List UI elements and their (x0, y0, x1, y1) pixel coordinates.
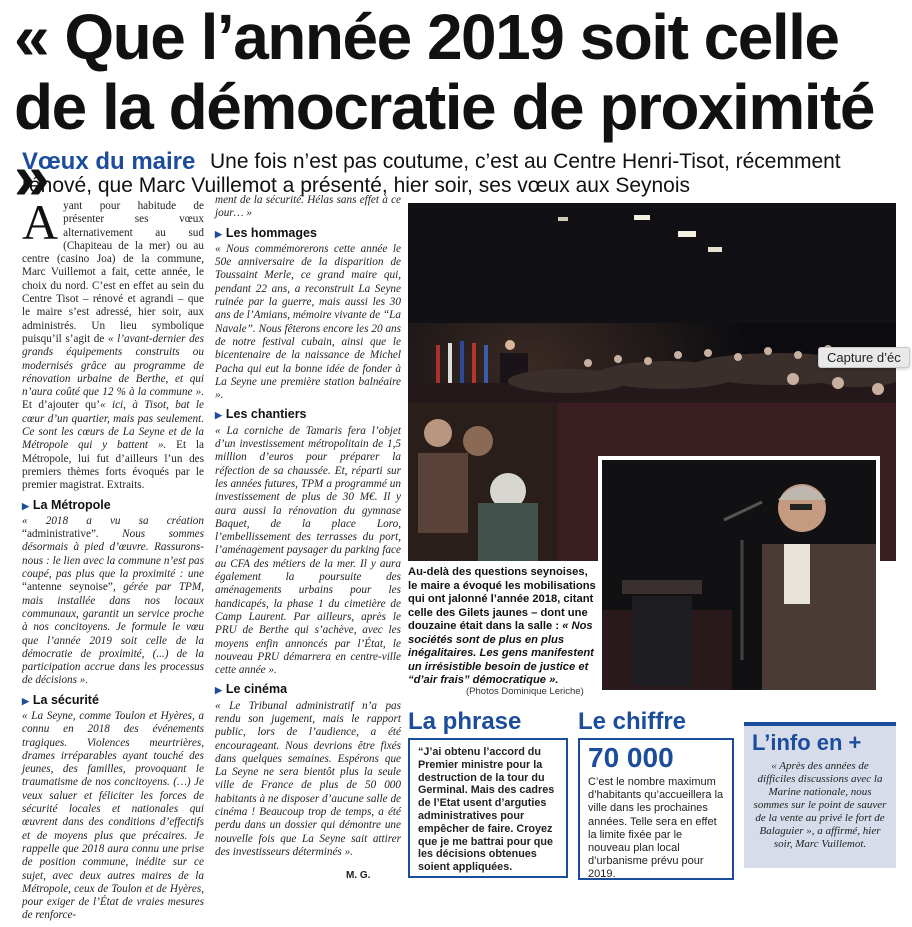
subheadline: Une fois n’est pas coutume, c’est au Centre Henri-Tisot, récemment rénové, que Marc Vuillemot a présenté, hier soir, ses vœux aux Seynois (22, 150, 841, 197)
section-marker-icon: ▶ (215, 685, 222, 696)
kicker-voeux-du-maire: Vœux du maire (22, 148, 196, 175)
section-title-chantiers: ▶ Les chantiers (215, 407, 307, 422)
author-signature: M. G. (346, 870, 371, 881)
photo-speaker (598, 456, 880, 694)
la-phrase-title: La phrase (408, 708, 522, 735)
box-la-phrase (408, 708, 568, 878)
section-text-chantiers: « La corniche de Tamaris fera l’objet d’un investissement métropolitain de 1,5 million d’euros pour préparer la réfection de sa chaussée. Et, réparti sur les années futures, TPM a programmé un investissement de plus de 30 M€. Il y aura aussi la rénovation du gymnase Baquet, de la place Loro, l’embellissement des terrasses du port, l’aménagement paysager du parking face au CFA des métiers de la mer. Il y aura également la poursuite des aménagements urbains pour les handicapés, la phase 1 du cimetière de Camp Laurent. Par ailleurs, après le PRU de Berthe qui s’achève, avec les moyens enfin annoncés par l’État, le nouveau PRU démarrera en centre-ville cette année ». (215, 424, 401, 677)
section-title-metropole: ▶ La Métropole (22, 497, 111, 512)
screenshot-tooltip[interactable]: Capture d’éc (818, 347, 910, 368)
speaker-photo-image (602, 460, 876, 690)
column-1 (22, 194, 204, 927)
intro-paragraph: Ayant pour habitude de présenter ses vœux alternativement au sud (Chapiteau de la mer) ou au centre (casino Joa) de la commune, Marc Vuillemot a fait, cette année, le choix du nord. C’est en effet au sein du Centre Tisot – rénové et agrandi – que le maire s’est adressé, hier soir, aux administrés. Un lieu symbolique puisqu’il s’agit de « l’avant-dernier des grands équipements construits ou modernisés grâce au programme de rénovation urbaine de Berthe, et qui n’aura coûté que 12 % à la commune ». Et d’ajouter qu’« ici, à Tisot, bat le cœur d’un quartier, mais pas seulement. Ce sont les cœurs de La Seyne et de la Métropole qui y battent ». Et la Métropole, lui fut d’ailleurs l’un des premiers thèmes forts évoqués par le premier magistrat. Extraits. (22, 194, 204, 492)
section-title-securite: ▶ La sécurité (22, 692, 99, 707)
section-text-cinema: « Le Tribunal administratif n’a pas rendu son jugement, mais le rapport public, lors de l’audience, a été encourageant. Nous devrions être fixés dans quelques semaines. Espérons que La Seyne ne sera bientôt plus la seule ville de France de plus de 50 000 habitants à ne disposer d’aucune salle de cinéma ! Beaucoup trop de temps, a été perdu dans un dossier qui démontre une nouvelle fois que La Seyne sait attirer des investisseurs déterminés ». (215, 699, 401, 858)
section-text-metropole: « 2018 a vu sa création “administrative”. Nous sommes désormais à pied d’œuvre. Rassurons-nous : le lien avec la commune n’est pas coupé, pas plus que la proximité : une “antenne seynoise”, gérée par TPM, mais installée dans nos locaux communaux, garantit un service proche à nos concitoyens. Je formule le vœu que l’année 2019 soit celle de la démocratie de proximité, (...) de la participation accrue dans les processus de décisions ». (22, 514, 204, 687)
box-info-en-plus (744, 722, 896, 868)
le-chiffre-content (578, 738, 734, 880)
section-text-securite: « La Seyne, comme Toulon et Hyères, a connu en 2018 des événements tragiques. Violences meurtrières, drames irréparables ayant touché des jeunes, des familles, provoquant le traumatisme de nos concitoyens. (…) Je veux saluer et féliciter les forces de sécurité locales et nationales qui œuvrent dans des conditions d’effectifs et de moyens plus que précaires. Je rappelle que 2018 aura connu une prise de position commune, inédite sur ce sujet, avec deux autres maires de la Métropole, ceux de Toulon et de Hyères, pour exiger de l’État de vraies mesures de renforce- (22, 709, 204, 922)
section-marker-icon: ▶ (22, 695, 29, 706)
drop-cap: A (22, 194, 59, 250)
box-le-chiffre (578, 708, 734, 880)
info-en-plus-text: « Après des années de difficiles discussions avec la Marine nationale, nous sommes sur le point de sauver de la vente au privé le fort de Balaguier », a affirmé, hier soir, Marc Vuillemot. (753, 760, 887, 850)
section-title-cinema: ▶ Le cinéma (215, 682, 288, 697)
photo-caption: Au-delà des questions seynoises, le maire a évoqué les mobilisations qui ont jalonné l’année 2018, citant celle des Gilets jaunes – dont une douzaine était dans la salle : « Nos sociétés sont de plus en plus inégalitaires. Les gens manifestent un irrésistible besoin de justice et “d’air frais” démocratique ». (408, 566, 596, 686)
section-marker-icon: ▶ (22, 500, 29, 511)
section-text-hommages: « Nous commémorerons cette année le 50e anniversaire de la disparition de Toussaint Merle, ce grand maire qui, pendant 22 ans, a reconstruit La Seyne ruinée par la guerre, mais aussi les 30 ans de l’Amians, mémoire vivante de “La Navale”. Nous fêterons encore les 20 ans de notre festival cubain, ainsi que le bicentenaire de la naissance de Michel Pacha qui eut la bonne idée de fonder à La Seyne une première station balnéaire ». (215, 242, 401, 402)
section-marker-icon: ▶ (215, 228, 222, 239)
le-chiffre-title: Le chiffre (578, 708, 687, 735)
le-chiffre-text: C’est le nombre maximum d’habitants qu’accueillera la ville dans les prochaines années. Telle sera en effet la limite fixée par le nouveau plan local d’urbanisme prévu pour 2019. (588, 776, 724, 881)
column-2 (215, 194, 401, 863)
section-title-hommages: ▶ Les hommages (215, 225, 317, 240)
section-marker-icon: ▶ (215, 410, 222, 421)
info-en-plus-title: L’info en + (752, 730, 862, 755)
headline: « Que l’année 2019 soit celle de la démocratie de proximité » (14, 1, 874, 213)
la-phrase-quote: “J’ai obtenu l’accord du Premier ministre pour la destruction de la tour du Germinal. Mais des cadres de l’Etat usent d’arguties administratives pour empêcher de faire. Croyez que je me battrai pour que les décisions obtenues soient appliquées. (408, 738, 568, 878)
photo-credit: (Photos Dominique Leriche) (466, 686, 584, 697)
le-chiffre-value: 70 000 (588, 742, 674, 773)
securite-continued: ment de la sécurité. Hélas sans effet à ce jour… » (215, 194, 401, 220)
